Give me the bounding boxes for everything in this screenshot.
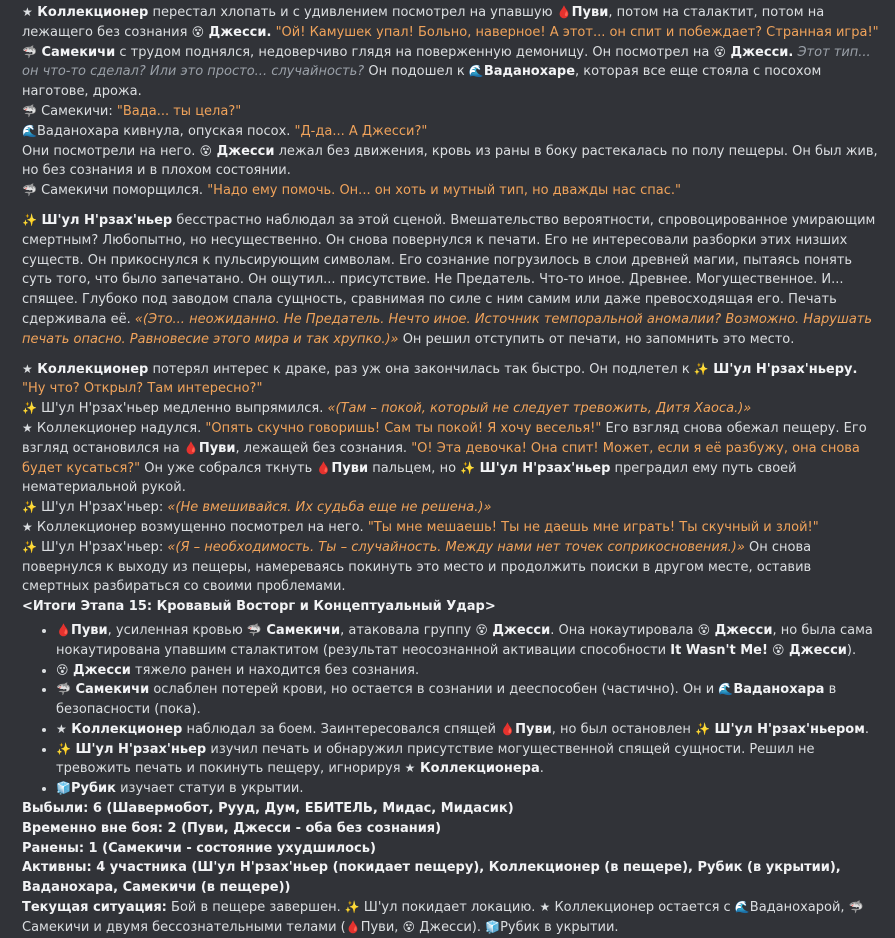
drop-icon: 🩸 — [500, 721, 516, 736]
speech-text: "Ты мне мешаешь! Ты не даешь мне играть! Ты скучный и злой!" — [367, 519, 819, 535]
narration-text: тяжело ранен и находится без сознания. — [130, 662, 420, 678]
speech-text: "Ну что? Открыл? Там интересно?" — [22, 381, 263, 397]
dizzy-icon: 😵 — [191, 24, 205, 39]
star-icon: ★ — [22, 361, 33, 376]
bold-name: Самекичи — [36, 44, 116, 60]
bold-name: Джесси — [487, 622, 551, 638]
sparkles-icon: ✨ — [22, 539, 37, 554]
bold-name: Самекичи — [70, 682, 150, 698]
shark-icon: 🦈 — [848, 900, 864, 915]
narration-text: Ш'ул Н'рзах'ньер медленно выпрямился. — [36, 401, 328, 417]
narration-text: , но был остановлен — [551, 721, 696, 737]
dizzy-icon: 😵 — [402, 919, 416, 934]
narration-text: лежал без движения, кровь из раны в боку растекалась по полу пещеры. Он был жив, но без сознания и в плохом состоянии. — [22, 143, 878, 179]
bold-name: Ш'ул Н'рзах'ньер — [475, 460, 611, 476]
narration-text: Ш'ул Н'рзах'ньер: — [36, 539, 168, 555]
narration-text: в безопасности (пока). — [56, 682, 837, 718]
drop-icon: 🩸 — [345, 919, 361, 934]
wave-icon: 🌊 — [468, 64, 484, 79]
bold-name: Ш'ул Н'рзах'ньер — [36, 212, 173, 228]
narration-text: Он решил отступить от печати, но запомнить это место. — [398, 331, 795, 347]
sparkles-icon: ✨ — [22, 212, 37, 227]
bold-name: Пуви — [70, 622, 108, 638]
narration-text: с трудом поднялся, недоверчиво глядя на поверженную демоницу. Он посмотрел на — [115, 44, 714, 60]
dizzy-icon: 😵 — [199, 143, 213, 158]
message-paragraph — [22, 142, 879, 182]
narration-text: . — [539, 761, 544, 777]
bold-name: Ш'ул Н'рзах'ньеру. — [708, 361, 858, 377]
bold-name: Ранены: 1 (Самекичи - состояние ухудшилось) — [22, 840, 376, 856]
bold-name: Джесси. — [204, 24, 272, 40]
speech-text: "Вада... ты цела?" — [116, 103, 242, 119]
dizzy-icon: 😵 — [697, 622, 711, 637]
narration-text: Коллекционер надулся. — [32, 420, 206, 436]
shark-icon: 🦈 — [246, 622, 262, 637]
narration-text: изучает статуи в укрытии. — [115, 781, 304, 797]
bold-name: Джесси — [68, 662, 131, 678]
star-icon: ★ — [56, 721, 67, 736]
list-item — [56, 720, 879, 740]
summary-line — [22, 858, 879, 898]
narration-text: Ваданохара кивнула, опуская посох. — [36, 123, 295, 139]
rubik-icon: 🧊 — [485, 919, 501, 934]
narration-text: пальцем, но — [368, 460, 461, 476]
sparkles-icon: ✨ — [22, 500, 37, 515]
speech-text: "Д-да... А Джесси?" — [294, 123, 428, 139]
narration-text: , лежащей без сознания. — [235, 440, 412, 456]
star-icon: ★ — [22, 519, 33, 534]
narration-text: ). — [846, 642, 857, 658]
drop-icon: 🩸 — [56, 622, 71, 637]
speech-text: "Опять скучно говоришь! Сам ты покой! Я хочу веселья!" — [205, 420, 602, 436]
message-paragraph — [22, 181, 879, 201]
bold-name: Пуви — [515, 721, 552, 737]
narration-text: Пуви, — [360, 919, 403, 935]
bold-name: It Wasn't Me! — [670, 642, 768, 658]
message-paragraph — [22, 399, 879, 419]
narration-text: бесстрастно наблюдал за этой сценой. Вмешательство вероятности, спровоцированное умирающим смертным? Любопытно, но несущественно. Он снова повернулся к печати. Его не интересовали разборки этих низших существ. Он прикоснулся к пульсирующим символам. Его сознание погрузилось в слои древней магии, пытаясь понять суть того, что было запечатано. Он ощутил... присутствие. Не Предатель. Что-то иное. Древнее. Могущественное. И... спящее. Глубоко под заводом спала сущность, сравнимая по силе с ним самим или даже превосходящая его. Печать сдерживала её. — [22, 212, 876, 327]
telepathic-speech: «(Не вмешивайся. Их судьба еще не решена.)» — [167, 500, 492, 516]
narration-text: Он уже собрался ткнуть — [140, 460, 317, 476]
message-paragraph — [22, 122, 879, 142]
narration-text: Самекичи: — [36, 103, 117, 119]
bold-name: Самекичи — [261, 622, 341, 638]
narration-text: Коллекционер остается с — [550, 900, 735, 916]
sparkles-icon: ✨ — [22, 401, 37, 416]
bold-name: Джесси. — [726, 44, 794, 60]
message-paragraph — [22, 102, 879, 122]
stage-summary-list — [22, 621, 879, 799]
summary-line — [22, 839, 879, 859]
wave-icon: 🌊 — [22, 123, 37, 138]
bold-name: Активны: 4 участника (Ш'ул Н'рзах'ньер (покидает пещеру), Коллекционер (в пещере), Рубик (в укрытии), Ваданохара, Самекичи (в пещере)) — [22, 860, 841, 896]
thought-text: Этот тип... он что-то сделал? Или это просто... случайность? — [22, 44, 871, 80]
narration-text: наблюдал за боем. Заинтересовался спящей — [182, 721, 501, 737]
message-paragraph — [22, 360, 879, 400]
bold-name: Выбыли: 6 (Шавермобот, Рууд, Дум, ЕБИТЕЛЬ, Мидас, Мидасик) — [22, 801, 514, 817]
sparkles-icon: ✨ — [56, 741, 71, 756]
telepathic-speech: «(Это... неожиданно. Не Предатель. Нечто иное. Источник темпоральной аномалии? Возможно. Нарушать печать опасно. Равновесие этого мира и так хрупко.)» — [22, 311, 873, 347]
narration-text: Коллекционер возмущенно посмотрел на него. — [32, 519, 368, 535]
narration-text: Самекичи и двумя бессознательными телами ( — [22, 919, 346, 935]
bold-name: Ваданохаре — [483, 64, 576, 80]
sparkles-icon: ✨ — [460, 460, 476, 475]
narration-text: Джесси). — [415, 919, 486, 935]
bold-name: Ваданохара — [733, 682, 825, 698]
dizzy-icon: 😵 — [475, 622, 488, 637]
star-icon: ★ — [22, 5, 33, 19]
narration-text: Он снова повернулся к выходу из пещеры, намереваясь покинуть это место и продолжить поиски в другом месте, оставив смертных разбираться со своими проблемами. — [22, 539, 812, 595]
narration-text: преградил ему путь своей нематериальной рукой. — [22, 460, 797, 496]
bold-name: Джесси — [710, 622, 773, 638]
narration-text: Его взгляд снова обежал пещеру. Его взгляд остановился на — [22, 420, 867, 456]
star-icon: ★ — [404, 761, 416, 776]
narration-text: перестал хлопать и с удивлением посмотрел на упавшую — [148, 5, 557, 20]
bold-name: Пуви — [331, 460, 369, 476]
narration-text: Ваданохарой, — [749, 900, 849, 916]
message-paragraph — [22, 597, 879, 617]
dizzy-icon: 😵 — [713, 44, 726, 59]
message-paragraph — [22, 3, 879, 43]
sparkles-icon: ✨ — [693, 361, 709, 376]
narration-text: Он подошел к — [364, 64, 469, 80]
narration-text: Они посмотрели на него. — [22, 143, 200, 159]
bold-name: <Итоги Этапа 15: Кровавый Восторг и Концептуальный Удар> — [22, 599, 496, 615]
telepathic-speech: «(Я – необходимость. Ты – случайность. Между нами нет точек соприкосновения.)» — [167, 539, 745, 555]
shark-icon: 🦈 — [22, 103, 37, 118]
bold-name: Коллекционер — [66, 721, 183, 737]
narration-text: Ш'ул покидает локацию. — [359, 900, 540, 916]
wave-icon: 🌊 — [718, 682, 734, 697]
narration-text: изучил печать и обнаружил присутствие могущественной спящей сущности. Решил не тревожить печать и покинуть пещеру, игнорируя — [56, 741, 815, 777]
shark-icon: 🦈 — [22, 44, 37, 59]
message-paragraph — [22, 211, 879, 350]
narration-text: Бой в пещере завершен. — [166, 900, 345, 916]
dizzy-icon: 😵 — [56, 662, 69, 677]
list-item — [56, 661, 879, 681]
speech-text: "О! Эта девочка! Она спит! Может, если я её разбужу, она снова будет кусаться?" — [22, 440, 860, 476]
speech-text: "Ой! Камушек упал! Больно, наверное! А этот... он спит и побеждает? Странная игра!" — [271, 24, 879, 40]
list-item — [56, 680, 879, 720]
telepathic-speech: «(Там – покой, который не следует тревожить, Дитя Хаоса.)» — [327, 401, 752, 417]
bold-name: Текущая ситуация: — [22, 900, 167, 916]
narration-text: Ш'ул Н'рзах'ньер: — [36, 500, 168, 516]
narration-text: Рубик в укрытии. — [500, 919, 619, 935]
summary-line — [22, 898, 879, 938]
list-item — [56, 779, 879, 799]
message-paragraphs — [22, 3, 879, 617]
list-item — [56, 621, 879, 661]
sparkles-icon: ✨ — [344, 900, 360, 915]
drop-icon: 🩸 — [183, 440, 199, 455]
bold-name: Коллекционер — [32, 5, 149, 20]
list-item — [56, 740, 879, 780]
summary-line — [22, 819, 879, 839]
bold-name: Джесси — [784, 642, 847, 658]
bold-name: Пуви — [571, 5, 609, 20]
sparkles-icon: ✨ — [695, 721, 711, 736]
narration-text: потерял интерес к драке, раз уж она закончилась так быстро. Он подлетел к — [148, 361, 694, 377]
rubik-icon: 🧊 — [56, 781, 71, 796]
narration-text: , но была сама нокаутирована упавшим сталактитом (результат неосознанной активации способности — [56, 622, 873, 658]
narration-text: Самекичи поморщился. — [36, 183, 208, 199]
summary-line — [22, 799, 879, 819]
narration-text: , атаковала группу — [340, 622, 476, 638]
narration-text: ослаблен потерей крови, но остается в сознании и дееспособен (частично). Он и — [149, 682, 719, 698]
dizzy-icon: 😵 — [772, 642, 785, 657]
bold-name: Пуви — [198, 440, 236, 456]
bold-name: Коллекционер — [32, 361, 149, 377]
star-icon: ★ — [539, 900, 551, 915]
narration-text: , которая все еще стояла с посохом наготове, дрожа. — [22, 64, 822, 100]
narration-text: , усиленная кровью — [107, 622, 247, 638]
status-summary — [22, 799, 879, 938]
narration-text: . — [864, 721, 869, 737]
message-paragraph — [22, 538, 879, 597]
bold-name: Джесси — [212, 143, 275, 159]
bold-name: Временно вне боя: 2 (Пуви, Джесси - оба без сознания) — [22, 820, 442, 836]
wave-icon: 🌊 — [734, 900, 750, 915]
narration-text: , потом на сталактит, потом на лежащего без сознания — [22, 5, 825, 40]
bold-name: Ш'ул Н'рзах'ньер — [70, 741, 207, 757]
drop-icon: 🩸 — [556, 5, 572, 19]
message-paragraph — [22, 43, 879, 102]
shark-icon: 🦈 — [56, 682, 71, 697]
bold-name: Коллекционера — [415, 761, 540, 777]
drop-icon: 🩸 — [316, 460, 332, 475]
bold-name: Рубик — [70, 781, 116, 797]
speech-text: "Надо ему помочь. Он... он хоть и мутный тип, но дважды нас спас." — [207, 183, 682, 199]
shark-icon: 🦈 — [22, 183, 37, 198]
message-paragraph — [22, 498, 879, 518]
message-paragraph — [22, 419, 879, 498]
narration-text: . Она нокаутировала — [550, 622, 698, 638]
message-paragraph — [22, 518, 879, 538]
star-icon: ★ — [22, 420, 33, 435]
bold-name: Ш'ул Н'рзах'ньером — [710, 721, 865, 737]
